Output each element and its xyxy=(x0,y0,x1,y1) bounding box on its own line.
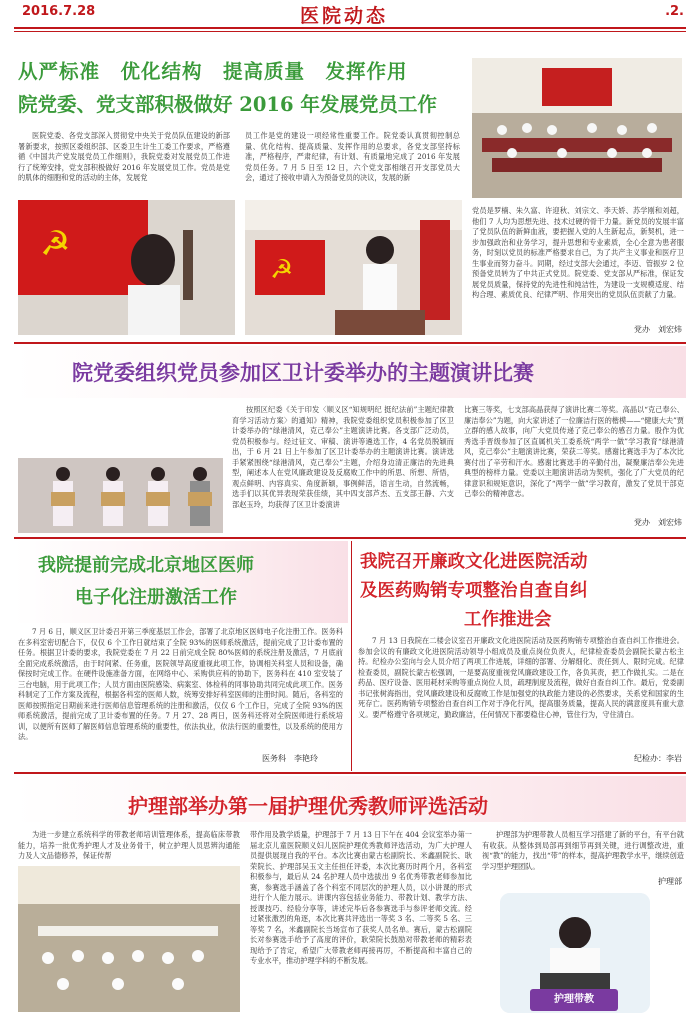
section-divider-1 xyxy=(14,342,686,344)
article5-col3-text: 护理部为护理带教人员相互学习搭建了新的平台，有平台就有收获。从整体到局部再到细节再到关键，进行调整改进，重视“教”的能力，找出“带”的样本，提高护理教学水平，继续创造学习型护理团队。 xyxy=(482,830,684,871)
article5-conference-photo xyxy=(18,866,240,1012)
article2-title: 院党委组织党员参加区卫计委举办的主题演讲比赛 xyxy=(72,360,534,385)
article5-title: 护理部举办第一届护理优秀教师评选活动 xyxy=(128,794,488,818)
nursing-teaching-banner: 护理带教 xyxy=(554,994,594,1005)
article4-title-line1: 我院召开廉政文化进医院活动 xyxy=(360,552,588,572)
article1-oath-photo xyxy=(18,200,235,335)
meeting-hall-illustration xyxy=(472,58,682,198)
column-divider xyxy=(351,541,352,771)
article5-nurse-photo xyxy=(500,893,650,1013)
article1-col3-text: 党员是罗楠、朱久富、许迎秋、刘宗文、李天娇、苏学刚和刘超，他们 7 人均为思想先进、技术过硬的骨干力量。新党员的发展丰富了党员队伍的新鲜血液，要把握入党的人生新起点，新契机，进一步加强政治和业务学习，提升思想和专业素质，全心全意为患者服务，时刻以党员的标准严格要求自己，为了共产主义事业和医疗卫生事业而努力奋斗。同期，经过支部大会通过，李迈、管振岁 2 位预备党员转为了中共正式党员。院党委、党支部从严标准，保证发展党员质量，保持党的先进性和纯洁性，为建设一支规模适度、结构合理、素质优良、纪律严明、作用突出的党员队伍贡献了力量。 xyxy=(472,206,684,299)
article5-col1-text: 为进一步建立系统科学的带教老师培训管理体系，提高临床带教能力，培养一批优秀护理人才及业务骨干，树立护理人员思辨沟通能力及人文品德修养，保证传帮 xyxy=(18,830,240,860)
article3-body: 7 月 6 日，顺义区卫计委召开第三季度基层工作会，部署了北京地区医师电子化注册工作。医务科在多科室密切配合下，仅仅 6 个工作日就结束了全院 93%的医师系统激活，提前完成了卫计委布置的任务。根据卫计委的要求，我院党委在 7 月 22 日前完成全院 80%医师的系统注册及激活，7 月底前全面完成系统激活，由于时间紧、任务重，医院领导高度重视此项工作，协调相关科室人员和设备，确保按时完成工作。在硬件设施准备方面，在网络中心、采购供应科的协助下，医务科在 410 室安装了三台电脑，用于此项工作；人员方面由医院感染、病案室、体检科的同事协助共同完成此项工作。医务科制定了工作方案及流程，根据各科室的医师人数，统筹安排好科室医师的注册时间。随后，各科室的医师按照指定日期前来进行医师信息管理系统的注册和激活，仅仅 6 个工作日，完成了全院 93%的医师系统激活，提前完成了卫计委布置的任务。7 月 27、28 两日，医务科还将对全院医师进行系统培训，以便所有医师了解医师信息管理系统的重要性，依法执业，依法行医的重要性，以及系统的使用方法。 xyxy=(18,627,343,741)
article5-signature: 护理部 xyxy=(658,877,682,886)
article4-title-line3: 工作推进会 xyxy=(464,610,552,630)
svg-text:☭: ☭ xyxy=(40,224,71,264)
article1-col2-text: 员工作是党的建设一项经常性重要工作。院党委认真贯彻控制总量、优化结构、提高质量、发挥作用的总要求，各党支部坚持标准，严格程序，严肃纪律，有计划、有质量地完成了 2016 年发展党员任务。7 月 5 日至 12 日，六个党支部相继召开支部党员大会，通过了接收申请入为预备党员的决议，发展的新 xyxy=(245,131,460,182)
newspaper-section-title: 医院动态 xyxy=(300,5,389,27)
article4-signature: 纪检办：李岩 xyxy=(634,754,682,763)
section-divider-3 xyxy=(14,772,686,774)
article2-signature: 党办 刘宏炜 xyxy=(634,518,682,527)
header-rule-thin xyxy=(14,31,686,32)
article4-body: 7 月 13 日我院在二楼会议室召开廉政文化进医院活动及医药购销专项整治自查自纠工作推进会。参加会议的有廉政文化进医院活动领导小组成员及重点岗位负责人，纪律检查委员会副院长蒙古松主持。纪检办公室向与会人员介绍了两项工作进展，详细的部署、分解细化、责任到人、限时完成。纪律检查委员，副院长蒙古松强调，一是要高度重视党风廉政建设工作，各负其责，把工作做扎实。二是在药品、医疗设备、医用耗材采购等重点岗位人员，疏理制度及流程，做好自查自纠工作。最后，党委副书记张树海指出，党风廉政建设和反腐败工作是加强党的执政能力建设的必然要求，关系党和国家的生死存亡。医药购销专项整治自查自纠工作对于净化行风，提高服务质量，提高人民的满意度具有重大意义。要严格遵守各项规定，勤政廉洁，任何情况下都要稳住心神，管住行为，守住清白。 xyxy=(358,636,684,719)
article3-title-line1: 我院提前完成北京地区医师 xyxy=(38,555,254,576)
article1-signature: 党办 刘宏炜 xyxy=(634,325,682,334)
article1-speech-photo xyxy=(245,200,462,335)
nursing-contest-illustration xyxy=(18,866,240,1012)
article2-col1-text: 按照区纪委《关于印发〈顺义区“知规明纪 挺纪法前”主题纪律教育学习活动方案〉的通知》精神，我院党委组织党员积极参加了区卫计委举办的“绿港清风，克己奉公”主题演讲比赛。各支部广泛动员，党员积极参与。经过征文、审稿、演讲等遴选工作，4 名党员脱颖而出，于 6 月 21 日上午参加了区卫计委举办的主题演讲比赛。演讲选手紧紧围绕“绿港清风，克己奉公”主题，介绍身边清正廉洁的先进典型，阐述本人在党风廉政建设及反腐败工作中的所思、所想、所悟，观点鲜明、内容真实、角度新颖，事例鲜活，语言生动，自然流畅，选手们以其优异表现荣获佳绩，其中四支部芦杰、五支部王静、六支部赵玉玲，均获得了区卫计委演讲 xyxy=(232,405,454,509)
article4-title-line2: 及医药购销专项整治自查自纠 xyxy=(360,581,588,601)
section-divider-2 xyxy=(14,537,686,539)
article1-meeting-photo xyxy=(472,58,682,198)
article5-col2-text: 带作用及教学质量，护理部于 7 月 13 日下午在 404 会议室举办第一届北京儿童医院顺义妇儿医院护理优秀教师评选活动，为广大护理人员提供展现自我的平台。本次比赛由蒙古松副院长、米鑫副院长、耿荣院长、护理部吴玉文主任担任评委，本次比赛历时两个月，各科室积极参与，最后从 24 名护理人员中选拔出 9 名优秀带教老师参加比赛，参赛选手涵盖了各个科室不同层次的护理人员，以小讲课的形式进行个人能力展示。讲课内容包括业务能力、带教计划、教学方法、授课技巧、经验分享等，讲述完毕后各参赛选手与参评老师交流。经过紧张激烈的角逐，本次比赛共评选出一等奖 3 名、二等奖 5 名、三等奖 7 名，米鑫副院长当场宣布了获奖人员名单。赛后，蒙古松副院长对参赛选手给予了高度的评价，耿荣院长鼓励对带教老师的精彩表现给予了肯定，希望广大带教老师再接再厉，不断提高和丰富自己的专业水平，推动护理学科的不断发展。 xyxy=(250,830,472,965)
svg-text:☭: ☭ xyxy=(270,255,294,285)
article2-col2-text: 比赛三等奖，七支部高晶获得了演讲比赛二等奖。高晶以“克己奉公、廉洁奉公”为题，向大家讲述了一位廉洁行医的楷模——“健康大夫”贾立群的感人故事，向广大党员传递了克己奉公的感召力量。殷作为优秀选手晋级参加了区直属机关工委系统“两学一做”学习教育“绿港清风，克己奉公”主题演讲比赛，荣获二等奖。感谢比赛选手为了本次比赛付出了辛劳和汗水。感谢比赛选手的辛勤付出，凝聚廉洁奉公先进典型的榜样力量。党委以主题演讲活动为契机，强化了广大党员的纪律意识和规矩意识，深化了“两学一做”学习教育，激发了党员干部克己奉公的精神意志。 xyxy=(464,405,684,498)
article3-title-line2: 电子化注册激活工作 xyxy=(75,587,237,608)
article1-title-line1: 从严标准 优化结构 提高质量 发挥作用 xyxy=(18,60,408,83)
article1-title-line2: 院党委、党支部积极做好 2016 年发展党员工作 xyxy=(18,93,437,116)
article2-speakers-photo xyxy=(18,458,223,533)
page-number: .2. xyxy=(665,4,684,19)
contest-winners-illustration xyxy=(18,458,223,533)
article3-signature: 医务科 李艳玲 xyxy=(262,754,318,763)
party-flag-illustration xyxy=(18,200,235,335)
article1-col1-text: 医院党委、各党支部深入贯彻党中央关于党员队伍建设的新部署新要求，按照区委组织部、区委卫生计生工委工作要求，严格遵循《中国共产党发展党员工作细则》，我院党委对发展党员工作进行了统筹安排，党支部积极做好 2016 年发展党员工作。党员是党的肌体的细胞和党的活动的主体，发展党 xyxy=(18,131,230,182)
party-member-speech-illustration xyxy=(245,200,462,335)
issue-date: 2016.7.28 xyxy=(22,4,96,19)
header-rule xyxy=(14,27,686,29)
